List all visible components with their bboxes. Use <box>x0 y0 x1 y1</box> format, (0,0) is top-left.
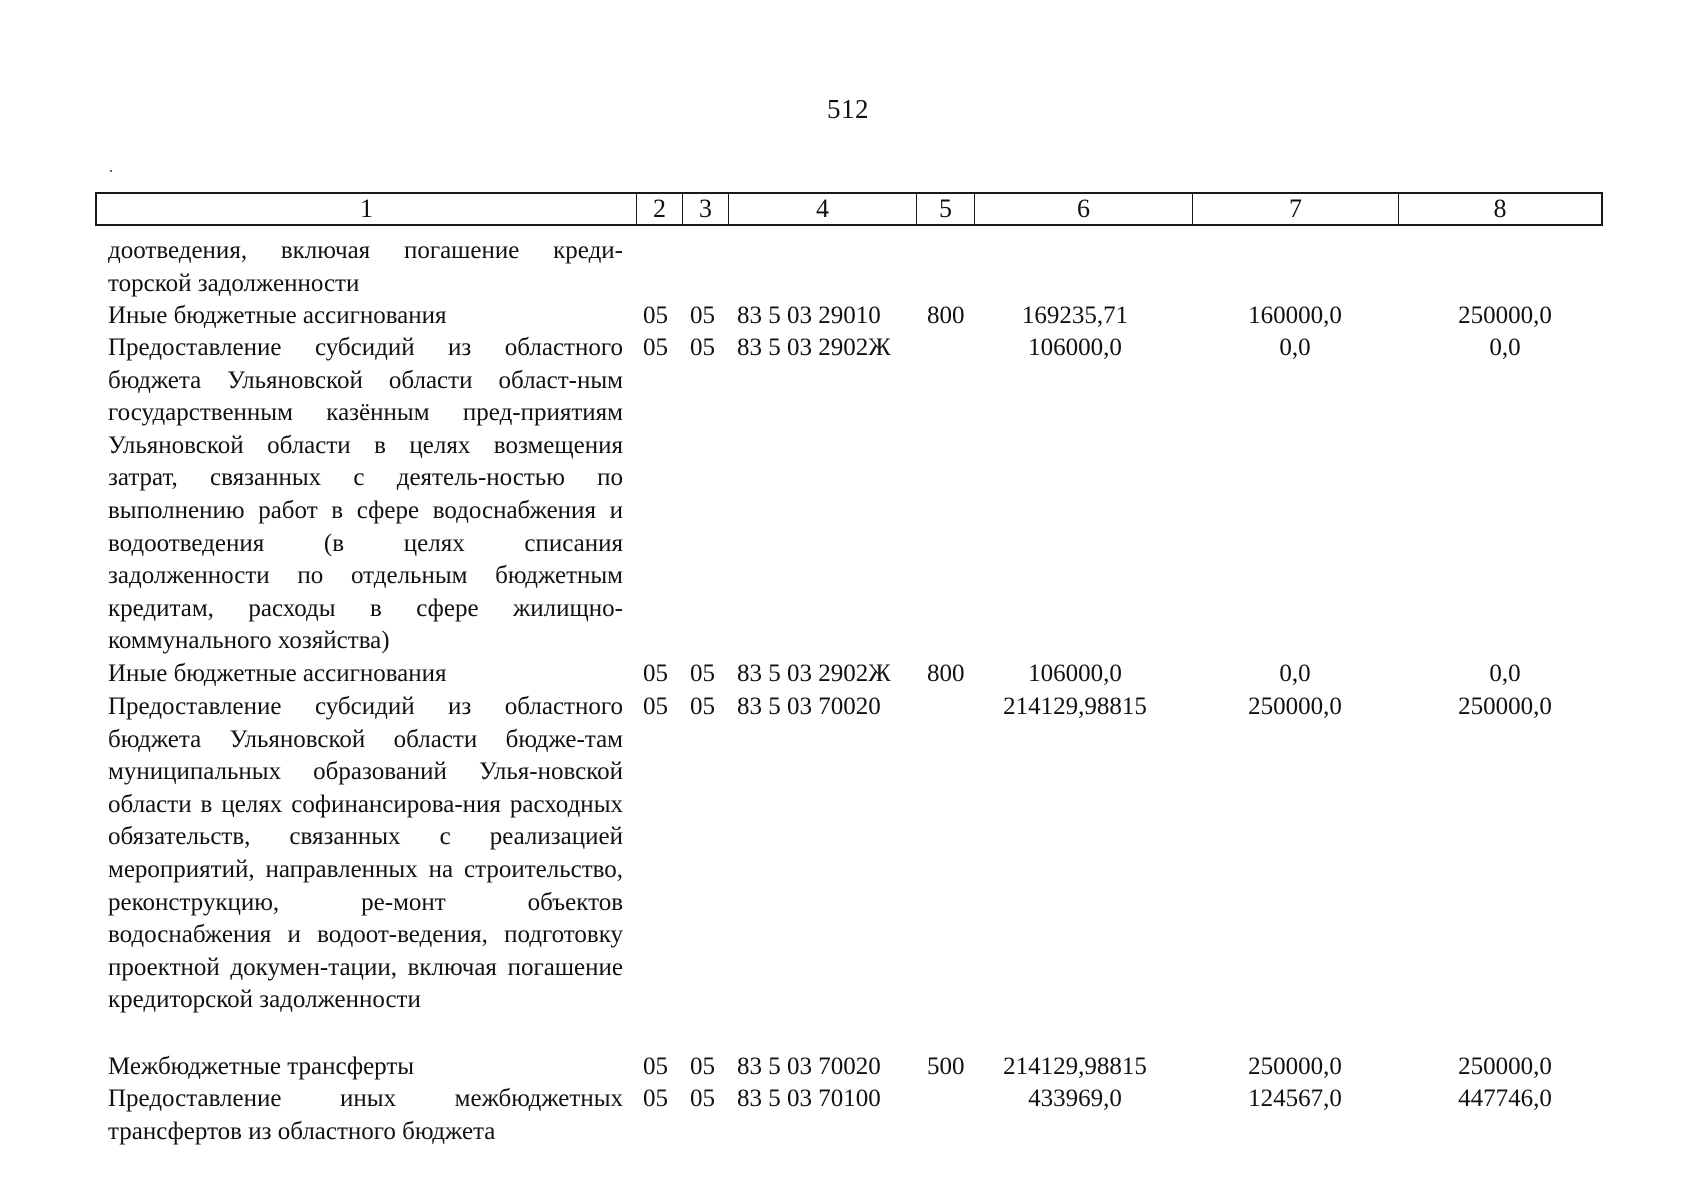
header-col-3: 3 <box>683 194 729 224</box>
row-value-col8: 0,0 <box>1489 660 1521 687</box>
row-description: Межбюджетные трансферты <box>108 1053 415 1080</box>
row-description: Предоставление субсидий из областного бюджета Ульяновской области бюдже-там муниципальных образований Улья-новской области в целях софинансирова-ния расходных обязательств, связанных с реализацией мероприятий, направленных на строительство, реконструкцию, ре-монт объектов водоснабжения и водоот-ведения, подготовку проектной докумен-тации, включая погашение кредиторской задолженности <box>108 693 623 1014</box>
row-description: Иные бюджетные ассигнования <box>108 660 447 687</box>
row-description: Предоставление иных межбюджетных трансфертов из областного бюджета <box>108 1085 623 1145</box>
row-value-col7: 250000,0 <box>1248 1053 1342 1080</box>
row-section: 05 <box>643 1085 668 1112</box>
page-number: 512 <box>827 94 869 124</box>
row-description: Предоставление субсидий из областного бюджета Ульяновской области област-ным государственным казённым пред-приятиям Ульяновской области в целях возмещения затрат, связанных с деятель-ностью по выполнению работ в сфере водоснабжения и водоотведения (в целях списания задолженности по отдельным бюджетным кредитам, расходы в сфере жилищно-коммунального хозяйства) <box>108 334 623 655</box>
row-value-col8: 250000,0 <box>1458 302 1552 329</box>
row-value-col7: 0,0 <box>1279 660 1311 687</box>
row-section: 05 <box>643 1053 668 1080</box>
row-value-col6: 214129,98815 <box>1003 1053 1147 1080</box>
header-col-7: 7 <box>1193 194 1399 224</box>
row-target-code: 83 5 03 70020 <box>737 693 881 720</box>
row-target-code: 83 5 03 70100 <box>737 1085 881 1112</box>
row-subsection: 05 <box>690 660 715 687</box>
row-target-code: 83 5 03 29010 <box>737 302 881 329</box>
row-target-code: 83 5 03 70020 <box>737 1053 881 1080</box>
row-subsection: 05 <box>690 1085 715 1112</box>
row-value-col7: 0,0 <box>1279 334 1311 361</box>
row-value-col6: 433969,0 <box>1028 1085 1122 1112</box>
header-col-6: 6 <box>975 194 1193 224</box>
row-value-col8: 250000,0 <box>1458 693 1552 720</box>
row-description: Иные бюджетные ассигнования <box>108 302 447 329</box>
header-col-5: 5 <box>917 194 975 224</box>
row-value-col7: 160000,0 <box>1248 302 1342 329</box>
row-subsection: 05 <box>690 334 715 361</box>
row-subsection: 05 <box>690 693 715 720</box>
row-section: 05 <box>643 302 668 329</box>
row-value-col7: 124567,0 <box>1248 1085 1342 1112</box>
row-value-col6: 106000,0 <box>1028 334 1122 361</box>
header-col-1: 1 <box>97 194 637 224</box>
row-target-code: 83 5 03 2902Ж <box>737 660 891 687</box>
row-value-col6: 106000,0 <box>1028 660 1122 687</box>
row-value-col7: 250000,0 <box>1248 693 1342 720</box>
row-value-col8: 250000,0 <box>1458 1053 1552 1080</box>
row-value-col6: 169235,71 <box>1021 302 1129 329</box>
row-subsection: 05 <box>690 302 715 329</box>
row-section: 05 <box>643 334 668 361</box>
row-value-col8: 447746,0 <box>1458 1085 1552 1112</box>
header-col-4: 4 <box>729 194 917 224</box>
row-expense-type: 800 <box>927 302 965 329</box>
row-section: 05 <box>643 693 668 720</box>
row-value-col8: 0,0 <box>1489 334 1521 361</box>
row-value-col6: 214129,98815 <box>1003 693 1147 720</box>
row-section: 05 <box>643 660 668 687</box>
row-target-code: 83 5 03 2902Ж <box>737 334 891 361</box>
row-subsection: 05 <box>690 1053 715 1080</box>
row-description: доотведения, включая погашение креди-торской задолженности <box>108 237 623 297</box>
row-expense-type: 800 <box>927 660 965 687</box>
header-col-8: 8 <box>1493 194 1507 223</box>
header-col-2: 2 <box>637 194 683 224</box>
row-expense-type: 500 <box>927 1053 965 1080</box>
